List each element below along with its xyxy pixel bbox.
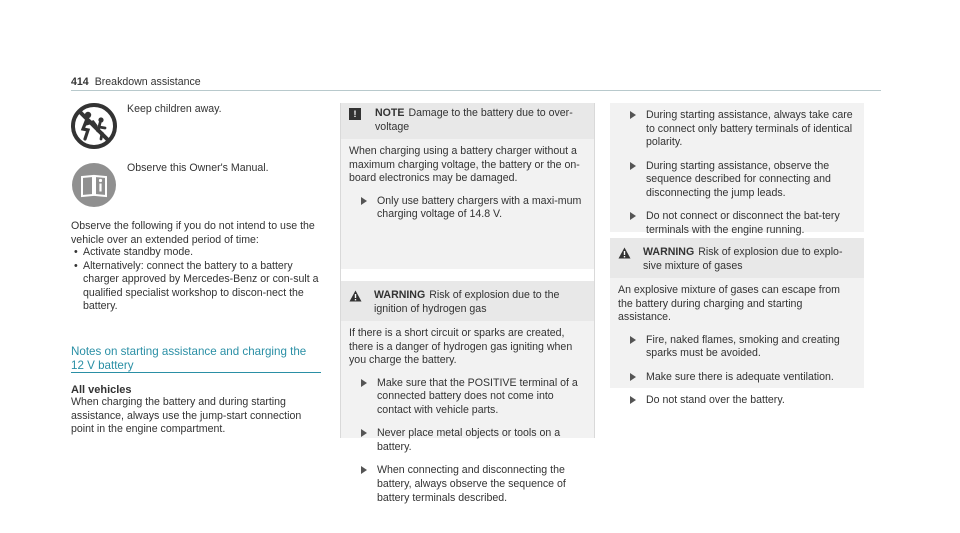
- continued-step: [618, 160, 856, 201]
- page-header: [71, 76, 201, 90]
- continued-steps: [610, 109, 864, 255]
- warning-step-text: Never place metal objects or tools on a battery.: [377, 427, 561, 453]
- note-body-text: When charging using a battery charger without a maximum charging voltage, the battery or the on-board electronics may be damaged.: [349, 145, 580, 185]
- warning-box-explosive-gases: [610, 238, 864, 407]
- section-title: Notes on starting assistance and charging the 12 V battery: [71, 345, 307, 373]
- page-number: 414: [71, 76, 89, 88]
- note-step: [349, 195, 586, 222]
- arrow-right-icon: [361, 379, 367, 387]
- warning-step-text: Do not stand over the battery.: [646, 394, 785, 407]
- warning-tag: WARNING: [374, 289, 426, 301]
- note-box-body: [341, 139, 594, 240]
- note-box-header: [341, 103, 594, 139]
- note-title: Damage to the battery due to over-voltage: [375, 107, 573, 133]
- warning-step-text: When connecting and disconnecting the battery, always observe the sequence of battery terminals described.: [377, 464, 566, 504]
- warning-step: [618, 394, 856, 408]
- warning-step: [618, 334, 856, 361]
- section-title-rule: [71, 372, 321, 373]
- header-rule: [71, 90, 881, 91]
- warning-title: Risk of explosion due to explo-sive mixture of gases: [643, 246, 843, 272]
- warning-body-text: If there is a short circuit or sparks are created, there is a danger of hydrogen gas igniting when you charge the battery.: [349, 327, 573, 367]
- arrow-right-icon: [630, 373, 636, 381]
- note-box: [341, 103, 594, 269]
- bullet-item: • Activate standby mode.: [71, 246, 321, 260]
- keep-children-away-icon: [71, 103, 117, 149]
- note-tag: NOTE: [375, 107, 405, 119]
- warning-box-header: [610, 238, 864, 278]
- warning-step-text: Make sure that the POSITIVE terminal of a connected battery does not come into contact with vehicle parts.: [377, 376, 578, 416]
- arrow-right-icon: [630, 111, 636, 119]
- warning-box-continued: [610, 103, 864, 236]
- section-name: Breakdown assistance: [94, 76, 201, 88]
- warning-step-text: Make sure there is adequate ventilation.: [646, 370, 834, 383]
- arrow-right-icon: [630, 396, 636, 404]
- symbol-manual-text: Observe this Owner's Manual.: [127, 162, 269, 174]
- all-vehicles-text: When charging the battery and during starting assistance, always use the jump-start connection point in the engine compartment.: [71, 396, 302, 436]
- arrow-right-icon: [630, 212, 636, 220]
- note-step-text: Only use battery chargers with a maxi-mum charging voltage of 14.8 V.: [377, 194, 582, 221]
- arrow-right-icon: [630, 162, 636, 170]
- warning-box-body: [341, 321, 594, 523]
- arrow-right-icon: [361, 466, 367, 474]
- intro-text: Observe the following if you do not intend to use the vehicle over an extended period of time:: [71, 220, 315, 246]
- arrow-right-icon: [630, 336, 636, 344]
- continued-step-text: During starting assistance, observe the sequence described for connecting and disconnecting the jump leads.: [646, 159, 831, 199]
- continued-step: [618, 109, 856, 150]
- arrow-right-icon: [361, 429, 367, 437]
- warning-box-body: [610, 278, 864, 416]
- arrow-right-icon: [361, 197, 367, 205]
- continued-step: [618, 210, 856, 237]
- warning-body-text: An explosive mixture of gases can escape from the battery during charging and starting assistance.: [618, 284, 840, 324]
- warning-step: [618, 371, 856, 385]
- warning-step: [349, 377, 586, 418]
- warning-step-text: Fire, naked flames, smoking and creating sparks must be avoided.: [646, 333, 840, 360]
- owners-manual-icon: [71, 162, 117, 208]
- bullet-item: • Alternatively: connect the battery to a battery charger approved by Mercedes-Benz or con-sult a qualified specialist workshop to discon-nect the battery.: [71, 260, 321, 314]
- warning-step: [349, 464, 586, 505]
- warning-step: [349, 427, 586, 454]
- warning-box-hydrogen: [341, 281, 594, 504]
- intro-bullet-list: [71, 246, 321, 314]
- warning-title: Risk of explosion due to the ignition of hydrogen gas: [374, 289, 560, 315]
- exclamation-icon: !: [349, 108, 361, 120]
- symbol-children-text: Keep children away.: [127, 103, 222, 115]
- warning-tag: WARNING: [643, 246, 695, 258]
- continued-step-text: During starting assistance, always take care to connect only battery terminals of identical polarity.: [646, 109, 853, 149]
- subheading-all-vehicles: All vehicles: [71, 384, 132, 396]
- continued-step-text: Do not connect or disconnect the bat-tery terminals with the engine running.: [646, 210, 840, 236]
- warning-triangle-icon: [618, 247, 631, 259]
- warning-box-header: [341, 281, 594, 321]
- warning-triangle-icon: [349, 290, 362, 302]
- column-divider: [594, 103, 595, 438]
